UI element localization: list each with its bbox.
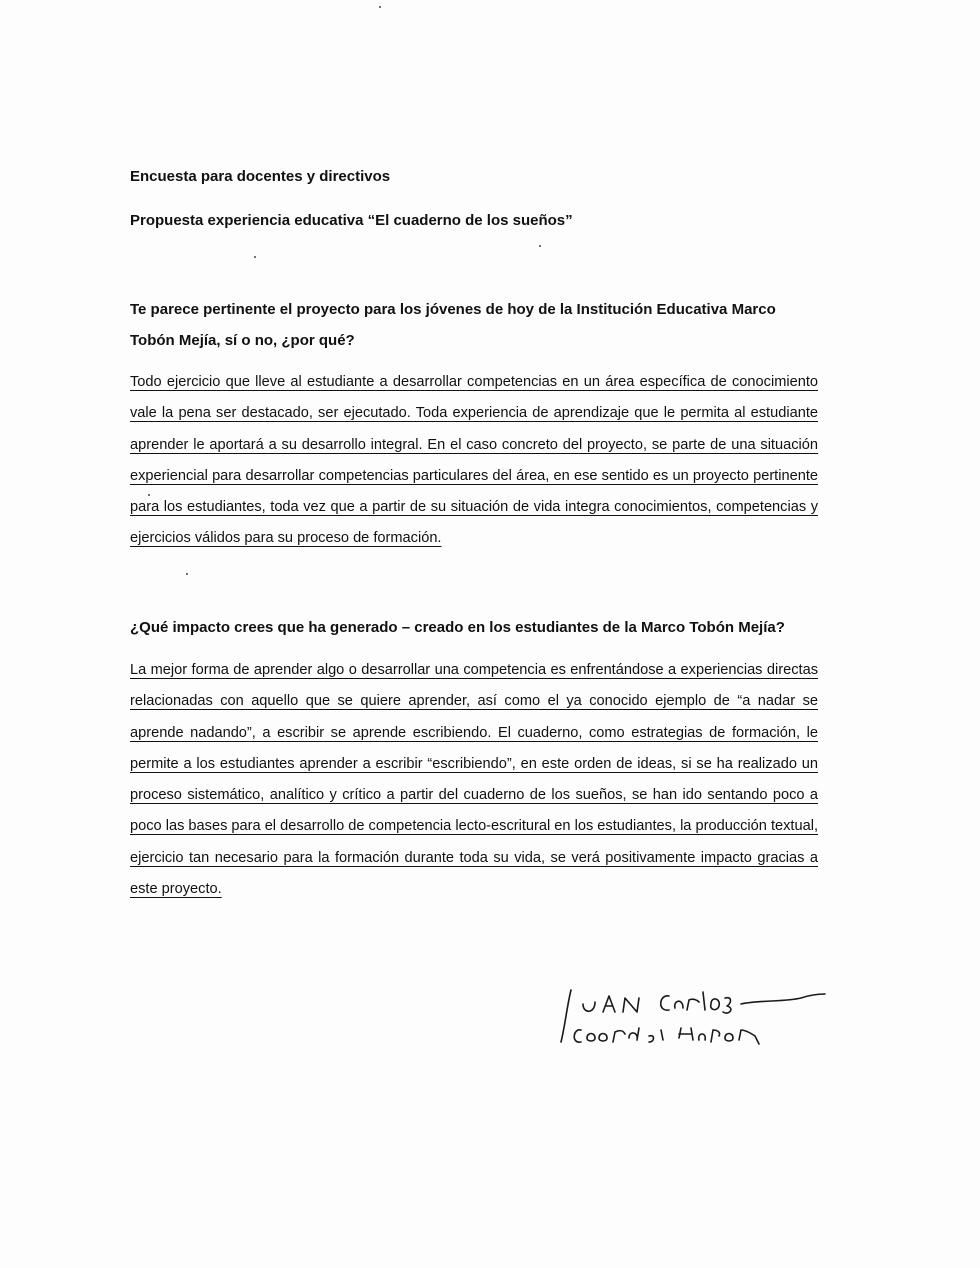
answer-2: La mejor forma de aprender algo o desarrollar una competencia es enfrentándose a experiencias directas relacionadas con aquello que se quiere aprender, así como el ya conocido ejemplo de “a nadar se aprende nadando”, a escribir se aprende escribiendo. El cuaderno, como estrategias de formación, le permite a los estudiantes aprender a escribir “escribiendo”, en este orden de ideas, si se ha realizado un proceso sistemático, analítico y crítico a partir del cuaderno de los sueños, se han ido sentando poco a poco las bases para el desarrollo de competencia lecto-escritural en los estudiantes, la producción textual, ejercicio tan necesario para la formación durante toda su vida, se verá positivamente impacto gracias a este proyecto. bbox=[130, 662, 818, 898]
scan-speck bbox=[379, 6, 381, 8]
scan-speck bbox=[254, 256, 256, 258]
scan-speck bbox=[539, 245, 541, 247]
answer-1: Todo ejercicio que lleve al estudiante a desarrollar competencias en un área específica de conocimiento vale la pena ser destacado, ser ejecutado. Toda experiencia de aprendizaje que le permita al estudiante aprender le aportará a su desarrollo integral. En el caso concreto del proyecto, se parte de una situación experiencial para desarrollar competencias particulares del área, en ese sentido es un proyecto pertinente para los estudiantes, toda vez que a partir de su situación de vida integra conocimientos, competencias y ejercicios válidos para su proceso de formación. bbox=[130, 374, 818, 547]
question-1: Te parece pertinente el proyecto para los jóvenes de hoy de la Institución Educativa Marco Tobón Mejía, sí o no, ¿por qué? bbox=[130, 301, 776, 349]
scan-speck bbox=[186, 573, 188, 575]
scan-speck bbox=[148, 494, 150, 496]
question-2: ¿Qué impacto crees que ha generado – creado en los estudiantes de la Marco Tobón Mejía? bbox=[130, 619, 785, 636]
document-subtitle: Propuesta experiencia educativa “El cuaderno de los sueños” bbox=[130, 212, 573, 229]
document-title: Encuesta para docentes y directivos bbox=[130, 168, 391, 185]
handwritten-signature bbox=[545, 982, 845, 1062]
